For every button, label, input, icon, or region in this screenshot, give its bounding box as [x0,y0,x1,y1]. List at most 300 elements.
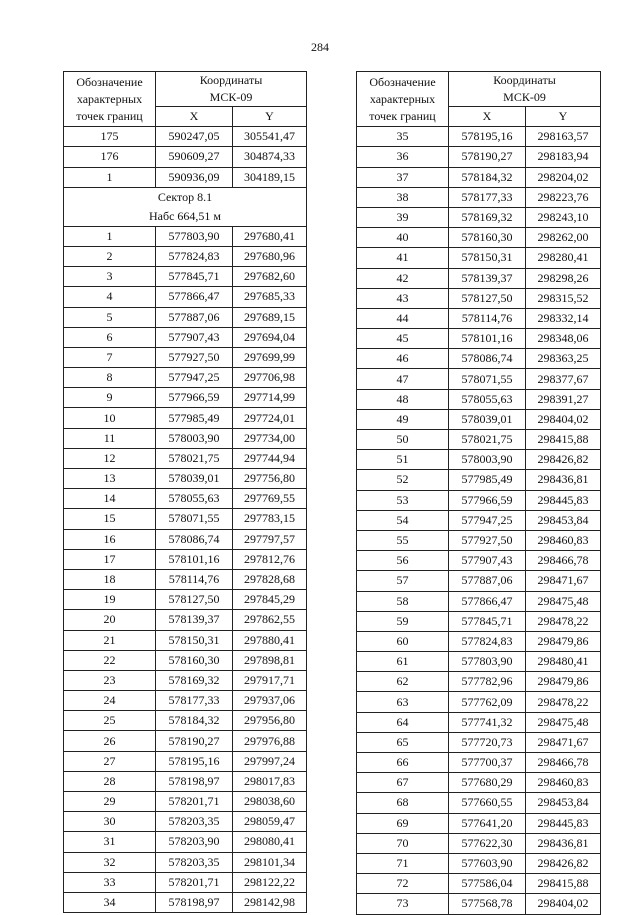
x-coordinate-cell: 577947,25 [449,510,526,530]
point-number-cell: 45 [357,329,449,349]
x-coordinate-cell: 578195,16 [156,751,233,771]
x-coordinate-cell: 577985,49 [156,408,233,428]
y-coordinate-cell: 298315,52 [526,288,601,308]
table-row [357,551,601,571]
x-coordinate-cell: 577866,47 [449,591,526,611]
table-row [64,751,307,771]
table-row [357,631,601,651]
table-row [64,549,307,569]
table-row [357,530,601,550]
table-row [357,692,601,712]
x-coordinate-cell: 578071,55 [449,369,526,389]
y-coordinate-cell: 297769,55 [233,489,307,509]
y-coordinate-cell: 298017,83 [233,771,307,791]
x-coordinate-cell: 578021,75 [449,430,526,450]
point-number-cell: 63 [357,692,449,712]
point-number-cell: 35 [357,127,449,147]
x-coordinate-cell: 578114,76 [449,308,526,328]
point-number-cell: 33 [64,872,156,892]
point-label-line: Обозначение [369,74,436,89]
y-coordinate-cell: 298243,10 [526,207,601,227]
table-row [64,691,307,711]
x-coordinate-cell: 577966,59 [449,490,526,510]
point-number-cell: 18 [64,569,156,589]
x-coordinate-cell: 578071,55 [156,509,233,529]
table-row [64,347,307,367]
table-row [64,428,307,448]
table-row [64,469,307,489]
y-coordinate-cell: 298475,48 [526,712,601,732]
y-header: Y [526,107,601,127]
point-number-cell: 68 [357,793,449,813]
y-coordinate-cell: 298471,67 [526,732,601,752]
y-coordinate-cell: 297699,99 [233,347,307,367]
coords-title-line: Координаты [199,73,263,87]
x-coordinate-cell: 578039,01 [449,409,526,429]
y-coordinate-cell: 298080,41 [233,832,307,852]
y-coordinate-cell: 304874,33 [233,147,307,167]
x-coordinate-cell: 578127,50 [449,288,526,308]
table-row [64,127,307,147]
y-coordinate-cell: 297680,96 [233,246,307,266]
point-number-cell: 55 [357,530,449,550]
x-coordinate-cell: 578086,74 [156,529,233,549]
y-coordinate-cell: 297689,15 [233,307,307,327]
point-number-cell: 71 [357,853,449,873]
y-coordinate-cell: 297812,76 [233,549,307,569]
x-coordinate-cell: 578184,32 [449,167,526,187]
table-row [64,569,307,589]
point-number-cell: 10 [64,408,156,428]
x-coordinate-cell: 577887,06 [449,571,526,591]
x-coordinate-cell: 577803,90 [156,226,233,246]
y-coordinate-cell: 298415,88 [526,874,601,894]
point-number-cell: 28 [64,771,156,791]
table-row [64,892,307,912]
x-coordinate-cell: 578190,27 [156,731,233,751]
y-coordinate-cell: 297714,99 [233,388,307,408]
point-number-cell: 50 [357,430,449,450]
y-coordinate-cell: 297783,15 [233,509,307,529]
point-number-cell: 43 [357,288,449,308]
point-number-cell: 60 [357,631,449,651]
table-row [357,369,601,389]
table-row [357,288,601,308]
table-row [357,874,601,894]
point-number-cell: 49 [357,409,449,429]
point-label-header [64,72,156,127]
point-number-cell: 73 [357,894,449,914]
point-number-cell: 32 [64,852,156,872]
y-coordinate-cell: 297706,98 [233,368,307,388]
table-row [357,712,601,732]
point-number-cell: 51 [357,450,449,470]
y-coordinate-cell: 298426,82 [526,853,601,873]
sector-row [64,187,307,226]
point-number-cell: 59 [357,611,449,631]
y-coordinate-cell: 298426,82 [526,450,601,470]
y-coordinate-cell: 297724,01 [233,408,307,428]
table-row [357,329,601,349]
table-row [357,833,601,853]
y-coordinate-cell: 298204,02 [526,167,601,187]
point-number-cell: 39 [357,207,449,227]
x-coordinate-cell: 577720,73 [449,732,526,752]
y-coordinate-cell: 297685,33 [233,287,307,307]
x-coordinate-cell: 590936,09 [156,167,233,187]
coords-title-line: МСК-09 [503,90,546,104]
point-number-cell: 66 [357,753,449,773]
y-coordinate-cell: 298478,22 [526,692,601,712]
point-label-line: Обозначение [76,74,143,89]
x-coordinate-cell: 578190,27 [449,147,526,167]
page-number: 284 [311,40,329,54]
x-coordinate-cell: 578169,32 [449,207,526,227]
y-coordinate-cell: 298377,67 [526,369,601,389]
table-row [64,287,307,307]
table-row [357,409,601,429]
x-coordinate-cell: 577985,49 [449,470,526,490]
point-number-cell: 52 [357,470,449,490]
point-number-cell: 37 [357,167,449,187]
table-row [357,308,601,328]
point-number-cell: 20 [64,610,156,630]
point-number-cell: 6 [64,327,156,347]
table-row [64,590,307,610]
point-number-cell: 15 [64,509,156,529]
table-row [357,853,601,873]
x-coordinate-cell: 578203,35 [156,852,233,872]
y-coordinate-cell: 298363,25 [526,349,601,369]
point-number-cell: 14 [64,489,156,509]
x-coordinate-cell: 578201,71 [156,872,233,892]
point-number-cell: 26 [64,731,156,751]
y-coordinate-cell: 297917,71 [233,670,307,690]
coords-title-line: МСК-09 [209,90,253,104]
table-row [357,894,601,914]
y-coordinate-cell: 297898,81 [233,650,307,670]
x-coordinate-cell: 577700,37 [449,753,526,773]
point-number-cell: 1 [64,226,156,246]
x-coordinate-cell: 578184,32 [156,711,233,731]
y-coordinate-cell: 298404,02 [526,409,601,429]
table-row [64,448,307,468]
point-number-cell: 175 [64,127,156,147]
point-number-cell: 11 [64,428,156,448]
point-number-cell: 21 [64,630,156,650]
point-number-cell: 69 [357,813,449,833]
table-row [357,490,601,510]
point-number-cell: 58 [357,591,449,611]
y-coordinate-cell: 297880,41 [233,630,307,650]
x-coordinate-cell: 578198,97 [156,771,233,791]
point-number-cell: 38 [357,187,449,207]
point-number-cell: 16 [64,529,156,549]
y-coordinate-cell: 298391,27 [526,389,601,409]
point-number-cell: 42 [357,268,449,288]
y-coordinate-cell: 298122,22 [233,872,307,892]
x-coordinate-cell: 578160,30 [449,228,526,248]
x-coordinate-cell: 577586,04 [449,874,526,894]
point-label-header [357,72,449,127]
table-row [357,207,601,227]
point-label-line: характерных [76,91,143,106]
y-coordinate-cell: 298479,86 [526,672,601,692]
point-number-cell: 65 [357,732,449,752]
coordinates-table-right [356,71,601,915]
table-row [64,812,307,832]
point-number-cell: 1 [64,167,156,187]
y-coordinate-cell: 298453,84 [526,510,601,530]
point-label-line: точек границ [76,108,143,123]
x-coordinate-cell: 578150,31 [449,248,526,268]
coordinates-table-left [63,71,307,913]
x-coordinate-cell: 578198,97 [156,892,233,912]
point-number-cell: 34 [64,892,156,912]
table-row [357,732,601,752]
x-coordinate-cell: 577660,55 [449,793,526,813]
table-row [64,711,307,731]
y-coordinate-cell: 298404,02 [526,894,601,914]
y-coordinate-cell: 298436,81 [526,470,601,490]
point-number-cell: 41 [357,248,449,268]
table-row [357,793,601,813]
x-coordinate-cell: 578177,33 [449,187,526,207]
table-row [64,147,307,167]
y-coordinate-cell: 298183,94 [526,147,601,167]
x-coordinate-cell: 578021,75 [156,448,233,468]
point-number-cell: 47 [357,369,449,389]
y-coordinate-cell: 297756,80 [233,469,307,489]
x-coordinate-cell: 578203,90 [156,832,233,852]
y-coordinate-cell: 297956,80 [233,711,307,731]
table-row [357,349,601,369]
point-number-cell: 2 [64,246,156,266]
coords-title-header [156,72,307,107]
point-number-cell: 23 [64,670,156,690]
x-coordinate-cell: 577803,90 [449,652,526,672]
x-coordinate-cell: 577641,20 [449,813,526,833]
point-number-cell: 25 [64,711,156,731]
y-coordinate-cell: 298480,41 [526,652,601,672]
y-coordinate-cell: 297682,60 [233,267,307,287]
point-number-cell: 27 [64,751,156,771]
table-row [357,672,601,692]
y-coordinate-cell: 298479,86 [526,631,601,651]
table-row [357,228,601,248]
y-coordinate-cell: 304189,15 [233,167,307,187]
table-row [357,127,601,147]
table-row [64,489,307,509]
point-number-cell: 31 [64,832,156,852]
table-row [357,268,601,288]
y-coordinate-cell: 298436,81 [526,833,601,853]
y-coordinate-cell: 298163,57 [526,127,601,147]
coords-title-line: Координаты [493,73,556,87]
x-coordinate-cell: 577947,25 [156,368,233,388]
table-row [357,813,601,833]
table-row [64,327,307,347]
y-coordinate-cell: 305541,47 [233,127,307,147]
table-row [64,771,307,791]
y-coordinate-cell: 298280,41 [526,248,601,268]
table-row [64,226,307,246]
y-coordinate-cell: 298101,34 [233,852,307,872]
x-coordinate-cell: 578160,30 [156,650,233,670]
y-coordinate-cell: 297797,57 [233,529,307,549]
table-row [64,167,307,187]
table-row [357,187,601,207]
table-row [357,450,601,470]
y-coordinate-cell: 298332,14 [526,308,601,328]
x-coordinate-cell: 577824,83 [156,246,233,266]
sector-title: Сектор 8.1 [157,189,213,204]
x-coordinate-cell: 578203,35 [156,812,233,832]
x-coordinate-cell: 578127,50 [156,590,233,610]
point-number-cell: 53 [357,490,449,510]
sector-cell [64,187,307,226]
x-coordinate-cell: 578101,16 [449,329,526,349]
x-coordinate-cell: 577680,29 [449,773,526,793]
y-coordinate-cell: 298262,00 [526,228,601,248]
point-number-cell: 64 [357,712,449,732]
y-coordinate-cell: 298471,67 [526,571,601,591]
x-coordinate-cell: 578139,37 [449,268,526,288]
point-number-cell: 176 [64,147,156,167]
point-number-cell: 7 [64,347,156,367]
point-number-cell: 48 [357,389,449,409]
y-coordinate-cell: 298445,83 [526,490,601,510]
x-header: X [449,107,526,127]
point-number-cell: 72 [357,874,449,894]
point-number-cell: 19 [64,590,156,610]
table-row [357,147,601,167]
x-coordinate-cell: 577927,50 [156,347,233,367]
table-row [64,670,307,690]
y-coordinate-cell: 298478,22 [526,611,601,631]
x-coordinate-cell: 577966,59 [156,388,233,408]
x-coordinate-cell: 578003,90 [156,428,233,448]
point-number-cell: 36 [357,147,449,167]
x-coordinate-cell: 577887,06 [156,307,233,327]
table-row [357,389,601,409]
x-coordinate-cell: 577568,78 [449,894,526,914]
y-coordinate-cell: 297862,55 [233,610,307,630]
table-row [64,872,307,892]
y-coordinate-cell: 297694,04 [233,327,307,347]
table-row [64,246,307,266]
table-row [64,267,307,287]
x-coordinate-cell: 590609,27 [156,147,233,167]
point-number-cell: 67 [357,773,449,793]
table-row [64,650,307,670]
y-coordinate-cell: 298460,83 [526,530,601,550]
y-coordinate-cell: 297828,68 [233,569,307,589]
table-row [357,167,601,187]
x-coordinate-cell: 578150,31 [156,630,233,650]
table-row [357,470,601,490]
point-number-cell: 4 [64,287,156,307]
x-coordinate-cell: 577845,71 [156,267,233,287]
y-coordinate-cell: 298445,83 [526,813,601,833]
x-coordinate-cell: 578177,33 [156,691,233,711]
point-number-cell: 46 [357,349,449,369]
table-row [64,852,307,872]
x-coordinate-cell: 590247,05 [156,127,233,147]
point-label-line: характерных [369,91,436,106]
sector-area: Набс 664,51 м [148,208,222,223]
point-number-cell: 3 [64,267,156,287]
x-coordinate-cell: 577845,71 [449,611,526,631]
point-number-cell: 61 [357,652,449,672]
y-coordinate-cell: 298460,83 [526,773,601,793]
x-coordinate-cell: 578055,63 [156,489,233,509]
x-coordinate-cell: 577907,43 [449,551,526,571]
y-coordinate-cell: 297744,94 [233,448,307,468]
point-number-cell: 13 [64,469,156,489]
y-header: Y [233,107,307,127]
y-coordinate-cell: 298038,60 [233,792,307,812]
x-coordinate-cell: 578195,16 [449,127,526,147]
header-row [357,72,601,107]
y-coordinate-cell: 298223,76 [526,187,601,207]
x-coordinate-cell: 578086,74 [449,349,526,369]
point-number-cell: 12 [64,448,156,468]
table-row [357,591,601,611]
y-coordinate-cell: 297845,29 [233,590,307,610]
x-coordinate-cell: 577622,30 [449,833,526,853]
x-coordinate-cell: 578003,90 [449,450,526,470]
x-coordinate-cell: 577741,32 [449,712,526,732]
point-number-cell: 24 [64,691,156,711]
y-coordinate-cell: 298059,47 [233,812,307,832]
point-number-cell: 44 [357,308,449,328]
table-row [357,571,601,591]
table-row [64,388,307,408]
point-number-cell: 57 [357,571,449,591]
y-coordinate-cell: 298415,88 [526,430,601,450]
x-coordinate-cell: 577762,09 [449,692,526,712]
table-row [64,832,307,852]
table-row [64,307,307,327]
y-coordinate-cell: 297734,00 [233,428,307,448]
table-row [64,408,307,428]
point-number-cell: 17 [64,549,156,569]
x-coordinate-cell: 577927,50 [449,530,526,550]
table-row [357,430,601,450]
y-coordinate-cell: 298298,26 [526,268,601,288]
point-number-cell: 9 [64,388,156,408]
x-coordinate-cell: 578039,01 [156,469,233,489]
coords-title-header [449,72,601,107]
y-coordinate-cell: 297997,24 [233,751,307,771]
point-number-cell: 5 [64,307,156,327]
table-row [357,248,601,268]
table-row [64,368,307,388]
y-coordinate-cell: 298466,78 [526,753,601,773]
x-coordinate-cell: 577866,47 [156,287,233,307]
point-number-cell: 56 [357,551,449,571]
y-coordinate-cell: 297976,88 [233,731,307,751]
x-coordinate-cell: 577824,83 [449,631,526,651]
x-coordinate-cell: 578169,32 [156,670,233,690]
table-row [357,611,601,631]
point-number-cell: 8 [64,368,156,388]
y-coordinate-cell: 297680,41 [233,226,307,246]
table-row [64,630,307,650]
x-coordinate-cell: 577603,90 [449,853,526,873]
table-row [357,773,601,793]
